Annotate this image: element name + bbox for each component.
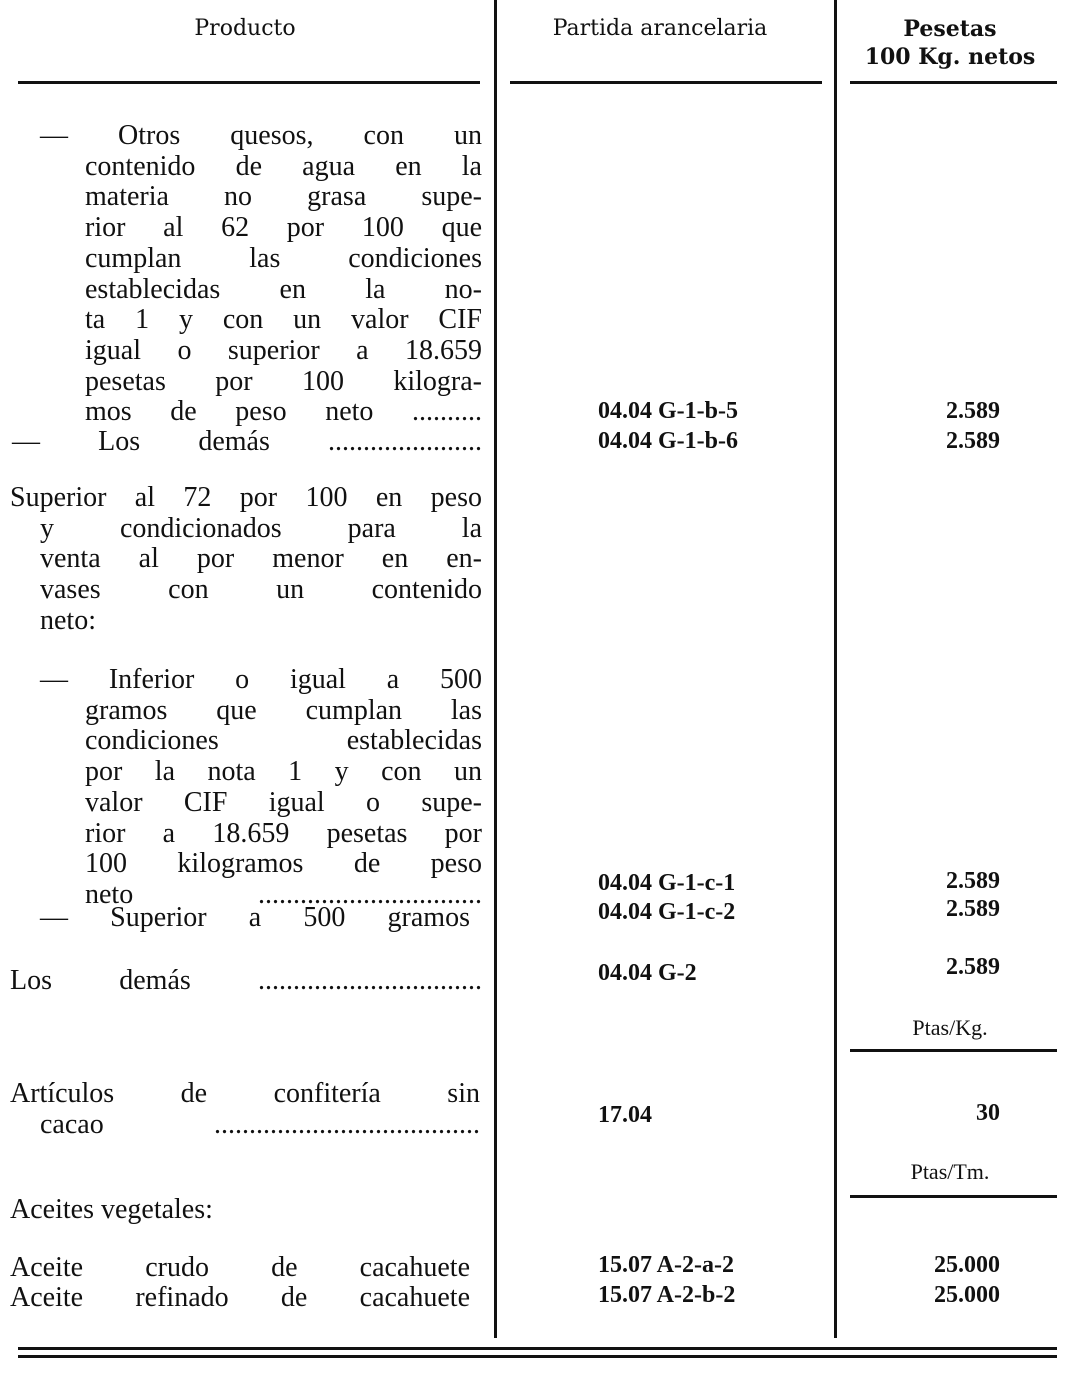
column-header-pesetas: Pesetas <box>903 16 997 42</box>
product-line: por la nota 1 y con un <box>85 756 482 788</box>
pesetas-value: 2.589 <box>946 954 1000 980</box>
column-divider-1 <box>494 0 497 1338</box>
product-line: neto: <box>40 604 96 636</box>
product-line: condiciones establecidas <box>85 725 482 757</box>
pesetas-value: 30 <box>976 1100 1000 1126</box>
product-line: pesetas por 100 kilogra- <box>85 365 482 397</box>
product-line: Aceite refinado de cacahuete <box>10 1282 470 1313</box>
product-line: valor CIF igual o supe- <box>85 786 482 818</box>
product-line: Los demás ................................ <box>10 965 482 996</box>
product-line: establecidas en la no- <box>85 273 482 305</box>
column-header-pesetas-unit: 100 Kg. netos <box>864 44 1036 70</box>
partida-arancelaria: 17.04 <box>598 1102 652 1128</box>
pesetas-value: 25.000 <box>934 1282 1000 1308</box>
column-divider-2 <box>834 0 837 1338</box>
product-line: contenido de agua en la <box>85 150 482 182</box>
partida-arancelaria: 04.04 G-1-c-2 <box>598 899 736 925</box>
pesetas-value: 2.589 <box>946 428 1000 454</box>
product-line: Aceite crudo de cacahuete <box>10 1252 470 1283</box>
header-rule-producto <box>18 81 480 84</box>
product-line: rior al 62 por 100 que <box>85 212 482 244</box>
product-line: ta 1 y con un valor CIF <box>85 304 482 336</box>
product-line: — Los demás ...................... <box>12 426 482 457</box>
product-line: materia no grasa supe- <box>85 181 482 213</box>
product-line: vases con un contenido <box>40 574 482 606</box>
partida-arancelaria: 04.04 G-1-c-1 <box>598 870 736 896</box>
partida-arancelaria: 04.04 G-1-b-5 <box>598 398 738 424</box>
product-line: Superior al 72 por 100 en peso <box>10 482 482 513</box>
product-line: cacao ...................................... <box>40 1108 480 1140</box>
product-line: mos de peso neto .......... <box>85 396 482 428</box>
product-line: 100 kilogramos de peso <box>85 848 482 880</box>
product-line: — Otros quesos, con un <box>40 120 482 151</box>
header-rule-partida <box>510 81 822 84</box>
partida-arancelaria: 04.04 G-2 <box>598 960 697 986</box>
product-line: Aceites vegetales: <box>10 1194 213 1225</box>
partida-arancelaria: 04.04 G-1-b-6 <box>598 428 738 454</box>
product-line: gramos que cumplan las <box>85 694 482 726</box>
product-line: — Superior a 500 gramos <box>40 902 470 933</box>
product-line: Artículos de confitería sin <box>10 1078 480 1109</box>
pesetas-value: 2.589 <box>946 398 1000 424</box>
unit-rule-kg <box>850 1049 1057 1052</box>
product-line: igual o superior a 18.659 <box>85 334 482 366</box>
header-rule-pesetas <box>850 81 1057 84</box>
footer-rule-top <box>18 1347 1057 1350</box>
footer-rule-bottom <box>18 1355 1057 1358</box>
column-header-partida: Partida arancelaria <box>552 16 768 41</box>
product-line: rior a 18.659 pesetas por <box>85 817 482 849</box>
unit-label-kg: Ptas/Kg. <box>912 1015 988 1040</box>
product-line: neto ................................ <box>85 878 482 910</box>
unit-label-tm: Ptas/Tm. <box>910 1159 990 1184</box>
pesetas-value: 2.589 <box>946 868 1000 894</box>
partida-arancelaria: 15.07 A-2-b-2 <box>598 1282 736 1308</box>
pesetas-value: 25.000 <box>934 1252 1000 1278</box>
unit-rule-tm <box>850 1195 1057 1198</box>
partida-arancelaria: 15.07 A-2-a-2 <box>598 1252 734 1278</box>
product-line: — Inferior o igual a 500 <box>40 664 482 695</box>
column-header-producto: Producto <box>194 16 296 41</box>
pesetas-value: 2.589 <box>946 896 1000 922</box>
product-line: y condicionados para la <box>40 512 482 544</box>
product-line: venta al por menor en en- <box>40 543 482 575</box>
product-line: cumplan las condiciones <box>85 242 482 274</box>
